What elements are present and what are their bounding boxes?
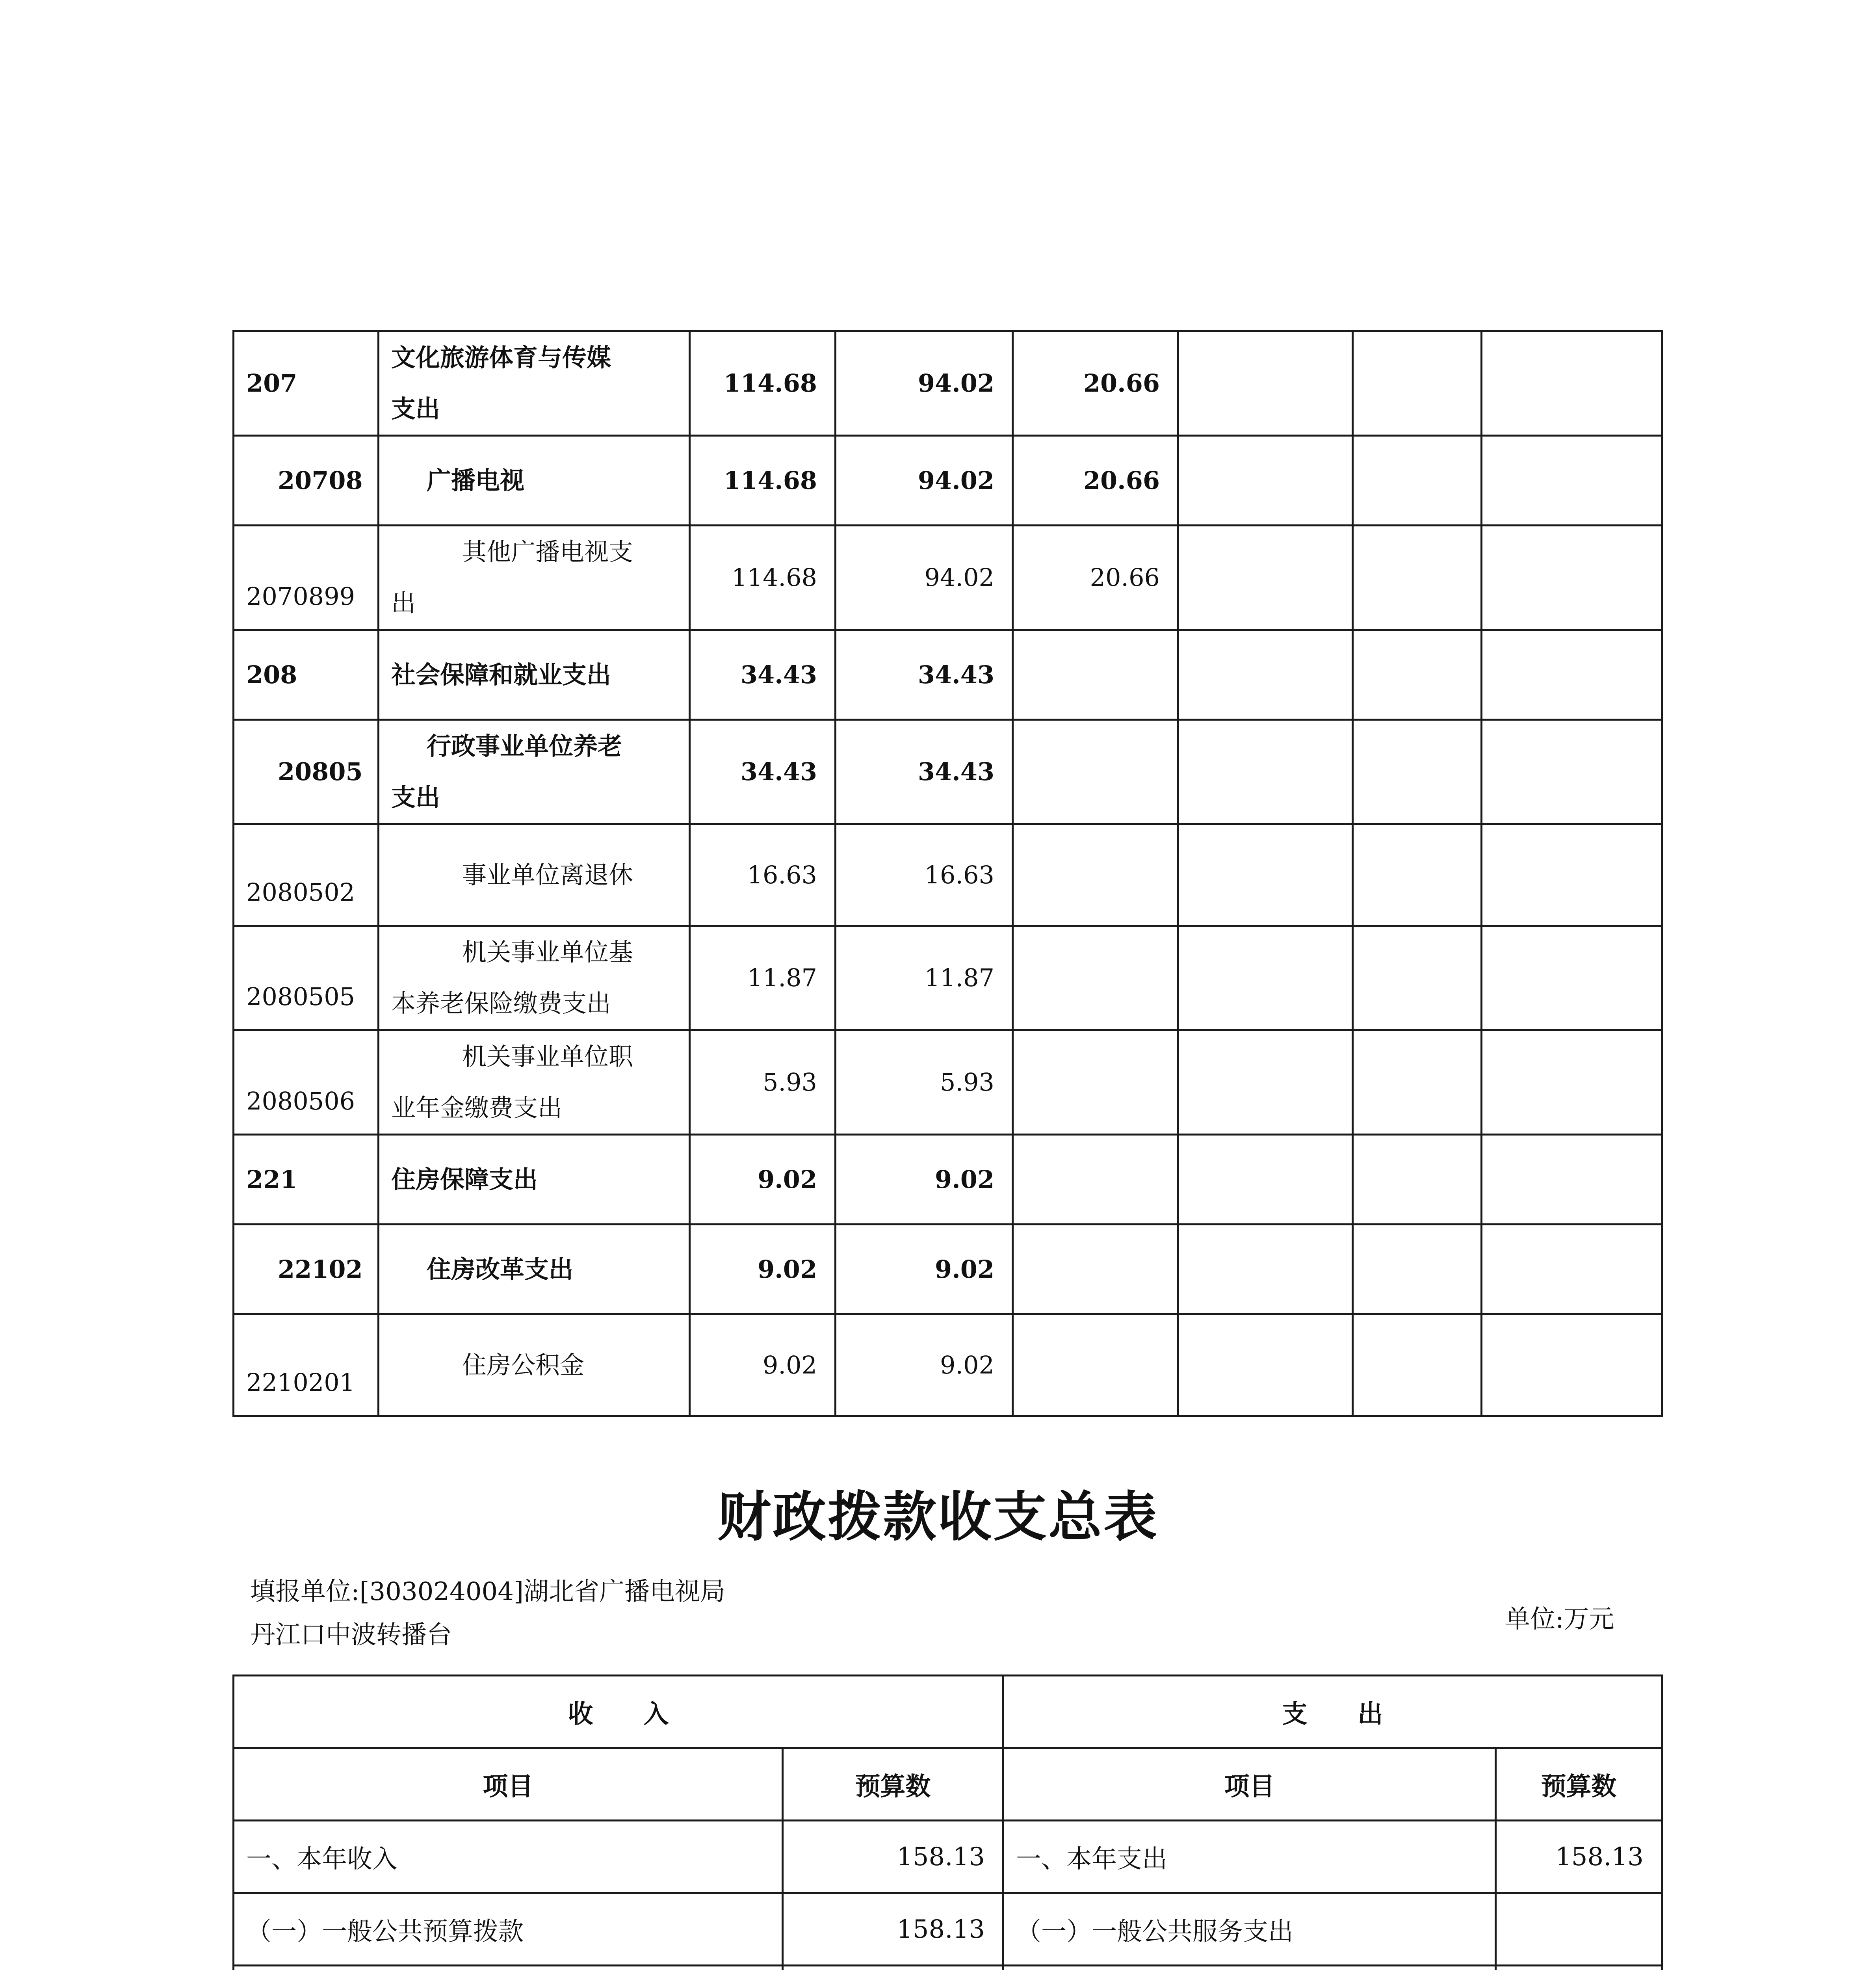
function-name: [379, 630, 690, 720]
amount-project: [1013, 926, 1178, 1030]
amount-basic: 34.43: [836, 630, 1013, 720]
function-code: 20805: [234, 720, 379, 824]
function-name: [379, 1135, 690, 1225]
summary-row: [234, 1966, 1662, 1970]
function-name-line: 住房公积金: [462, 1350, 585, 1379]
summary-group-header-row: [234, 1676, 1662, 1748]
amount-basic: 9.02: [836, 1314, 1013, 1416]
empty-cell: [1178, 1030, 1353, 1135]
amount-total: 5.93: [690, 1030, 836, 1135]
expense-item-header: 项目: [1003, 1748, 1496, 1821]
amount-basic: 11.87: [836, 926, 1013, 1030]
function-name: [379, 331, 690, 436]
function-code: 20708: [234, 436, 379, 526]
function-name-line: 本养老保险缴费支出: [391, 989, 611, 1018]
summary-row: [234, 1821, 1662, 1893]
empty-cell: [1353, 1135, 1482, 1225]
function-code: 221: [234, 1135, 379, 1225]
amount-project: 20.66: [1013, 526, 1178, 630]
function-name: [379, 526, 690, 630]
function-name-line: 文化旅游体育与传媒: [391, 343, 611, 372]
amount-project: [1013, 630, 1178, 720]
function-name-line: 业年金缴费支出: [391, 1093, 563, 1122]
empty-cell: [1353, 1030, 1482, 1135]
expenditure-row: [234, 331, 1662, 436]
amount-basic: 16.63: [836, 824, 1013, 926]
amount-total: 9.02: [690, 1225, 836, 1314]
empty-cell: [1178, 436, 1353, 526]
expense-value: [1496, 1966, 1662, 1970]
empty-cell: [1482, 1225, 1662, 1314]
function-name-line: 住房改革支出: [427, 1254, 574, 1284]
income-item: （一）一般公共预算拨款: [234, 1893, 783, 1966]
amount-project: [1013, 1030, 1178, 1135]
empty-cell: [1353, 630, 1482, 720]
filing-unit-line1: 填报单位:[303024004]湖北省广播电视局: [250, 1577, 725, 1606]
income-item: [234, 1966, 783, 1970]
income-value: [783, 1966, 1003, 1970]
empty-cell: [1353, 526, 1482, 630]
expense-value: [1496, 1893, 1662, 1966]
amount-total: 114.68: [690, 436, 836, 526]
amount-basic: 34.43: [836, 720, 1013, 824]
empty-cell: [1178, 1225, 1353, 1314]
income-budget-header: 预算数: [783, 1748, 1003, 1821]
amount-project: [1013, 1135, 1178, 1225]
empty-cell: [1482, 720, 1662, 824]
amount-total: 34.43: [690, 630, 836, 720]
filing-unit: [250, 1570, 979, 1657]
summary-row: [234, 1893, 1662, 1966]
function-code: 208: [234, 630, 379, 720]
income-value: 158.13: [783, 1821, 1003, 1893]
amount-total: 114.68: [690, 331, 836, 436]
amount-project: [1013, 1314, 1178, 1416]
expenditure-row: [234, 1030, 1662, 1135]
amount-total: 11.87: [690, 926, 836, 1030]
amount-basic: 94.02: [836, 436, 1013, 526]
empty-cell: [1482, 331, 1662, 436]
expense-budget-header: 预算数: [1496, 1748, 1662, 1821]
expenditure-row: [234, 436, 1662, 526]
function-name-line: 住房保障支出: [391, 1165, 538, 1194]
empty-cell: [1178, 720, 1353, 824]
function-code: 2080505: [234, 926, 379, 1030]
expenditure-row: [234, 720, 1662, 824]
empty-cell: [1178, 630, 1353, 720]
empty-cell: [1353, 331, 1482, 436]
income-item-header: 项目: [234, 1748, 783, 1821]
function-name: [379, 1314, 690, 1416]
expenditure-row: [234, 630, 1662, 720]
function-name-line: 机关事业单位职: [462, 1042, 633, 1071]
function-name-line: 出: [391, 589, 416, 617]
function-name-line: 事业单位离退休: [462, 860, 633, 889]
function-name: [379, 720, 690, 824]
empty-cell: [1482, 436, 1662, 526]
function-name-line: 行政事业单位养老: [427, 732, 622, 760]
function-code: 207: [234, 331, 379, 436]
filing-unit-line2: 丹江口中波转播台: [250, 1621, 452, 1650]
empty-cell: [1353, 926, 1482, 1030]
function-code: 22102: [234, 1225, 379, 1314]
empty-cell: [1178, 926, 1353, 1030]
function-code: 2070899: [234, 526, 379, 630]
function-name-line: 社会保障和就业支出: [391, 660, 611, 689]
empty-cell: [1178, 1135, 1353, 1225]
expense-value: 158.13: [1496, 1821, 1662, 1893]
empty-cell: [1178, 526, 1353, 630]
summary-column-header-row: [234, 1748, 1662, 1821]
expenditure-row: [234, 1225, 1662, 1314]
empty-cell: [1482, 824, 1662, 926]
amount-project: [1013, 720, 1178, 824]
fiscal-summary-table: [232, 1674, 1663, 1970]
empty-cell: [1353, 436, 1482, 526]
expense-header: 支 出: [1003, 1676, 1662, 1748]
empty-cell: [1482, 526, 1662, 630]
expenditure-row: [234, 1314, 1662, 1416]
function-name-line: 支出: [391, 783, 440, 812]
expenditure-row: [234, 526, 1662, 630]
expenditure-row: [234, 926, 1662, 1030]
function-name-line: 支出: [391, 394, 440, 423]
function-name: [379, 1225, 690, 1314]
amount-total: 16.63: [690, 824, 836, 926]
amount-project: 20.66: [1013, 331, 1178, 436]
expense-item: 一、本年支出: [1003, 1821, 1496, 1893]
expense-item: [1003, 1966, 1496, 1970]
empty-cell: [1482, 926, 1662, 1030]
amount-basic: 5.93: [836, 1030, 1013, 1135]
amount-basic: 94.02: [836, 331, 1013, 436]
function-name: [379, 436, 690, 526]
function-name: [379, 824, 690, 926]
amount-total: 114.68: [690, 526, 836, 630]
amount-basic: 94.02: [836, 526, 1013, 630]
income-value: 158.13: [783, 1893, 1003, 1966]
function-name-line: 机关事业单位基: [462, 938, 633, 966]
function-name: [379, 926, 690, 1030]
function-name: [379, 1030, 690, 1135]
empty-cell: [1482, 1314, 1662, 1416]
expense-item: （一）一般公共服务支出: [1003, 1893, 1496, 1966]
function-name-line: 广播电视: [427, 466, 525, 495]
income-item: 一、本年收入: [234, 1821, 783, 1893]
function-code: 2080506: [234, 1030, 379, 1135]
empty-cell: [1178, 1314, 1353, 1416]
expenditure-table: [232, 330, 1663, 1417]
amount-total: 9.02: [690, 1314, 836, 1416]
currency-unit: 单位:万元: [1505, 1605, 1614, 1634]
empty-cell: [1353, 1225, 1482, 1314]
empty-cell: [1482, 1030, 1662, 1135]
empty-cell: [1353, 824, 1482, 926]
amount-project: 20.66: [1013, 436, 1178, 526]
amount-project: [1013, 824, 1178, 926]
amount-total: 34.43: [690, 720, 836, 824]
income-header: 收 入: [234, 1676, 1003, 1748]
amount-total: 9.02: [690, 1135, 836, 1225]
expenditure-row: [234, 824, 1662, 926]
function-code: 2210201: [234, 1314, 379, 1416]
empty-cell: [1353, 1314, 1482, 1416]
amount-basic: 9.02: [836, 1225, 1013, 1314]
empty-cell: [1482, 1135, 1662, 1225]
function-code: 2080502: [234, 824, 379, 926]
page-title: 财政拨款收支总表: [717, 1485, 1159, 1548]
empty-cell: [1482, 630, 1662, 720]
empty-cell: [1178, 824, 1353, 926]
function-name-line: 其他广播电视支: [462, 537, 633, 566]
expenditure-row: [234, 1135, 1662, 1225]
empty-cell: [1178, 331, 1353, 436]
amount-basic: 9.02: [836, 1135, 1013, 1225]
amount-project: [1013, 1225, 1178, 1314]
empty-cell: [1353, 720, 1482, 824]
